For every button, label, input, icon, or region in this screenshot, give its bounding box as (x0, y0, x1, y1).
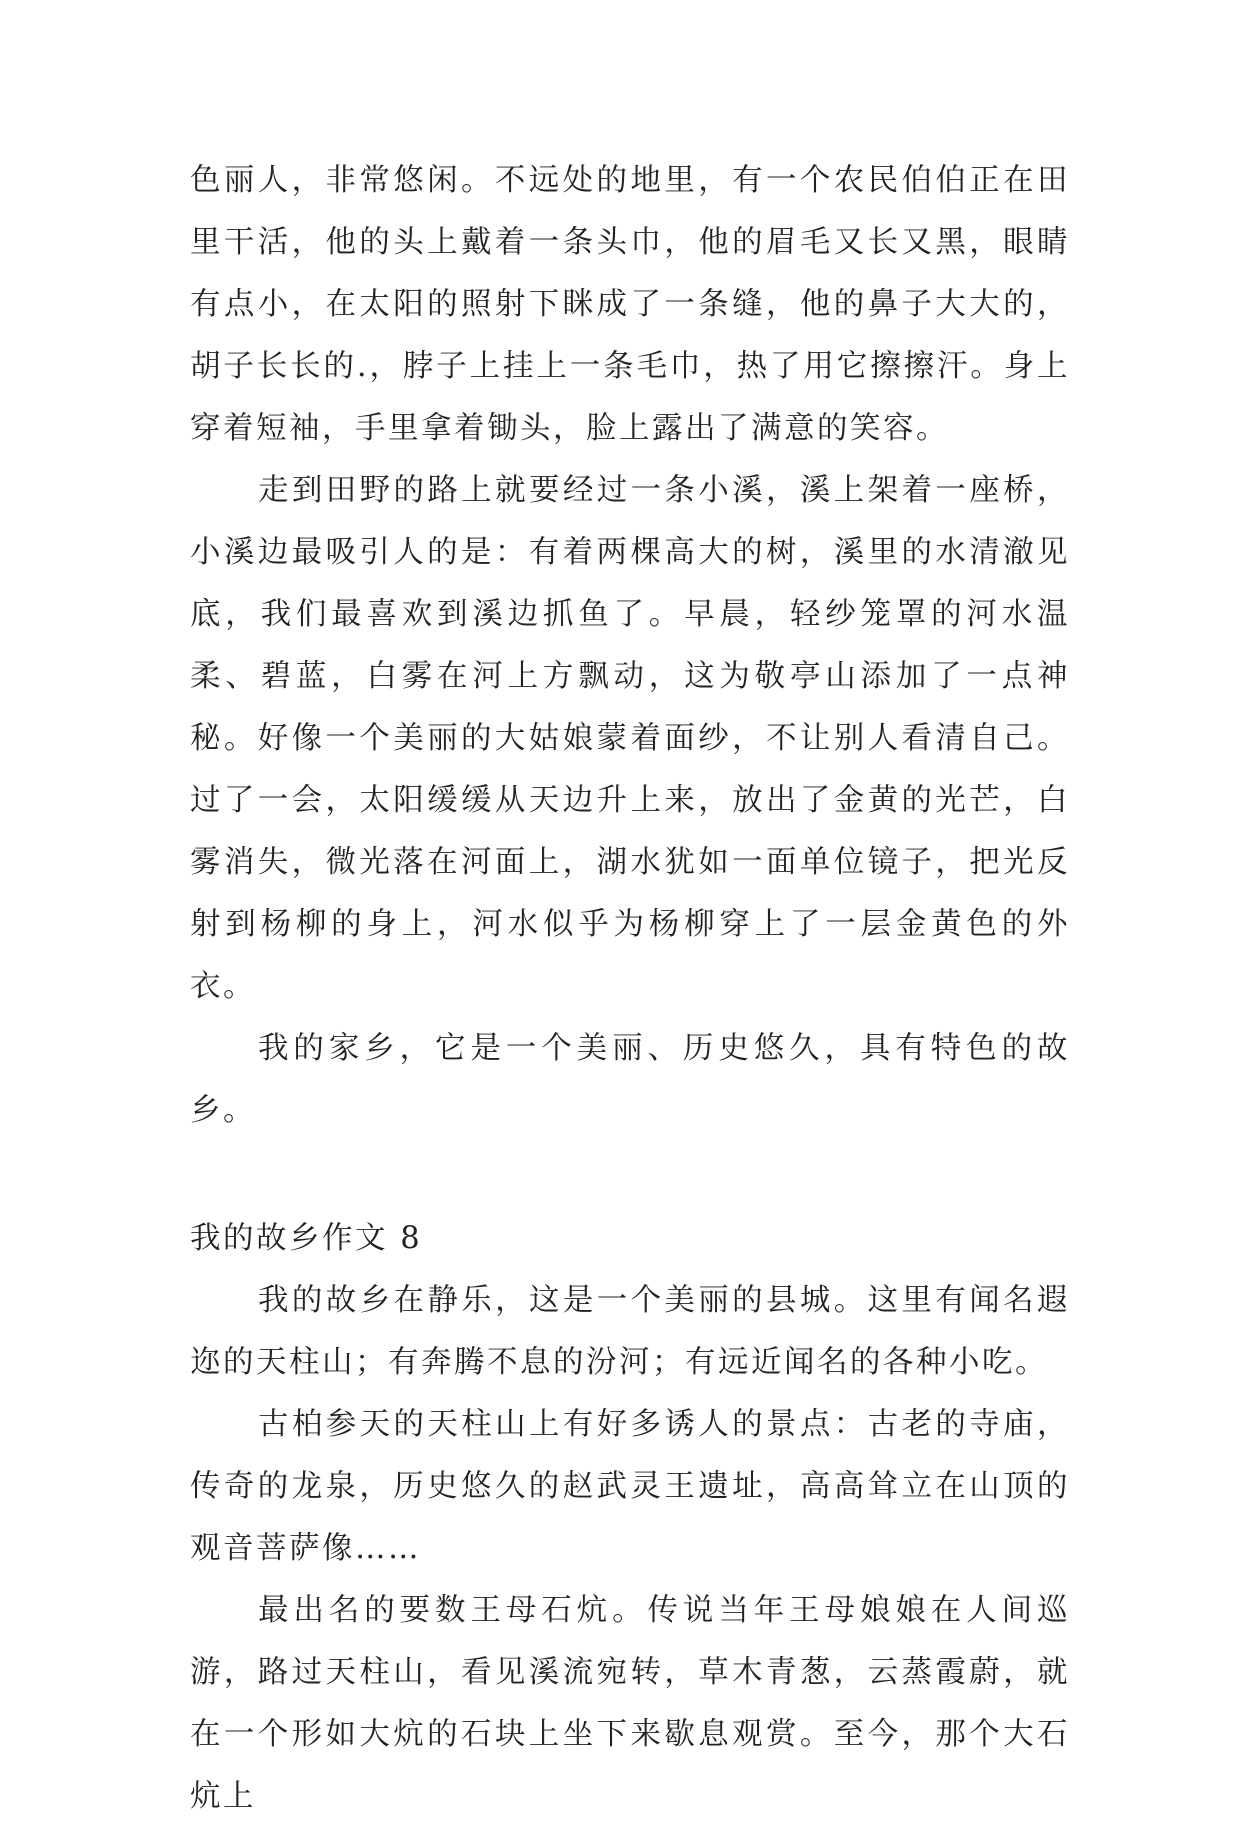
paragraph-continued: 色丽人，非常悠闲。不远处的地里，有一个农民伯伯正在田里干活，他的头上戴着一条头巾，他的眉毛又长又黑，眼睛有点小，在太阳的照射下眯成了一条缝，他的鼻子大大的，胡子长长的.，脖子上挂上一条毛巾，热了用它擦擦汗。身上穿着短袖，手里拿着锄头，脸上露出了满意的笑容。 (190, 163, 1070, 446)
paragraph: 走到田野的路上就要经过一条小溪，溪上架着一座桥，小溪边最吸引人的是：有着两棵高大的树，溪里的水清澈见底，我们最喜欢到溪边抓鱼了。早晨，轻纱笼罩的河水温柔、碧蓝，白雾在河上方飘动，这为敬亭山添加了一点神秘。好像一个美丽的大姑娘蒙着面纱，不让别人看清自己。过了一会，太阳缓缓从天边升上来，放出了金黄的光芒，白雾消失，微光落在河面上，湖水犹如一面单位镜子，把光反射到杨柳的身上，河水似乎为杨柳穿上了一层金黄色的外衣。 (190, 473, 1070, 1004)
paragraph: 我的家乡，它是一个美丽、历史悠久，具有特色的故乡。 (190, 1031, 1070, 1128)
section-heading: 我的故乡作文 8 (190, 1221, 423, 1256)
paragraph: 我的故乡在静乐，这是一个美丽的县城。这里有闻名遐迩的天柱山；有奔腾不息的汾河；有远近闻名的各种小吃。 (190, 1283, 1070, 1380)
paragraph: 古柏参天的天柱山上有好多诱人的景点：古老的寺庙，传奇的龙泉，历史悠久的赵武灵王遗址，高高耸立在山顶的观音菩萨像…… (190, 1407, 1070, 1566)
paragraph: 最出名的要数王母石炕。传说当年王母娘娘在人间巡游，路过天柱山，看见溪流宛转，草木青葱，云蒸霞蔚，就在一个形如大炕的石块上坐下来歇息观赏。至今，那个大石炕上 (190, 1593, 1070, 1814)
document-page (190, 150, 1070, 1828)
